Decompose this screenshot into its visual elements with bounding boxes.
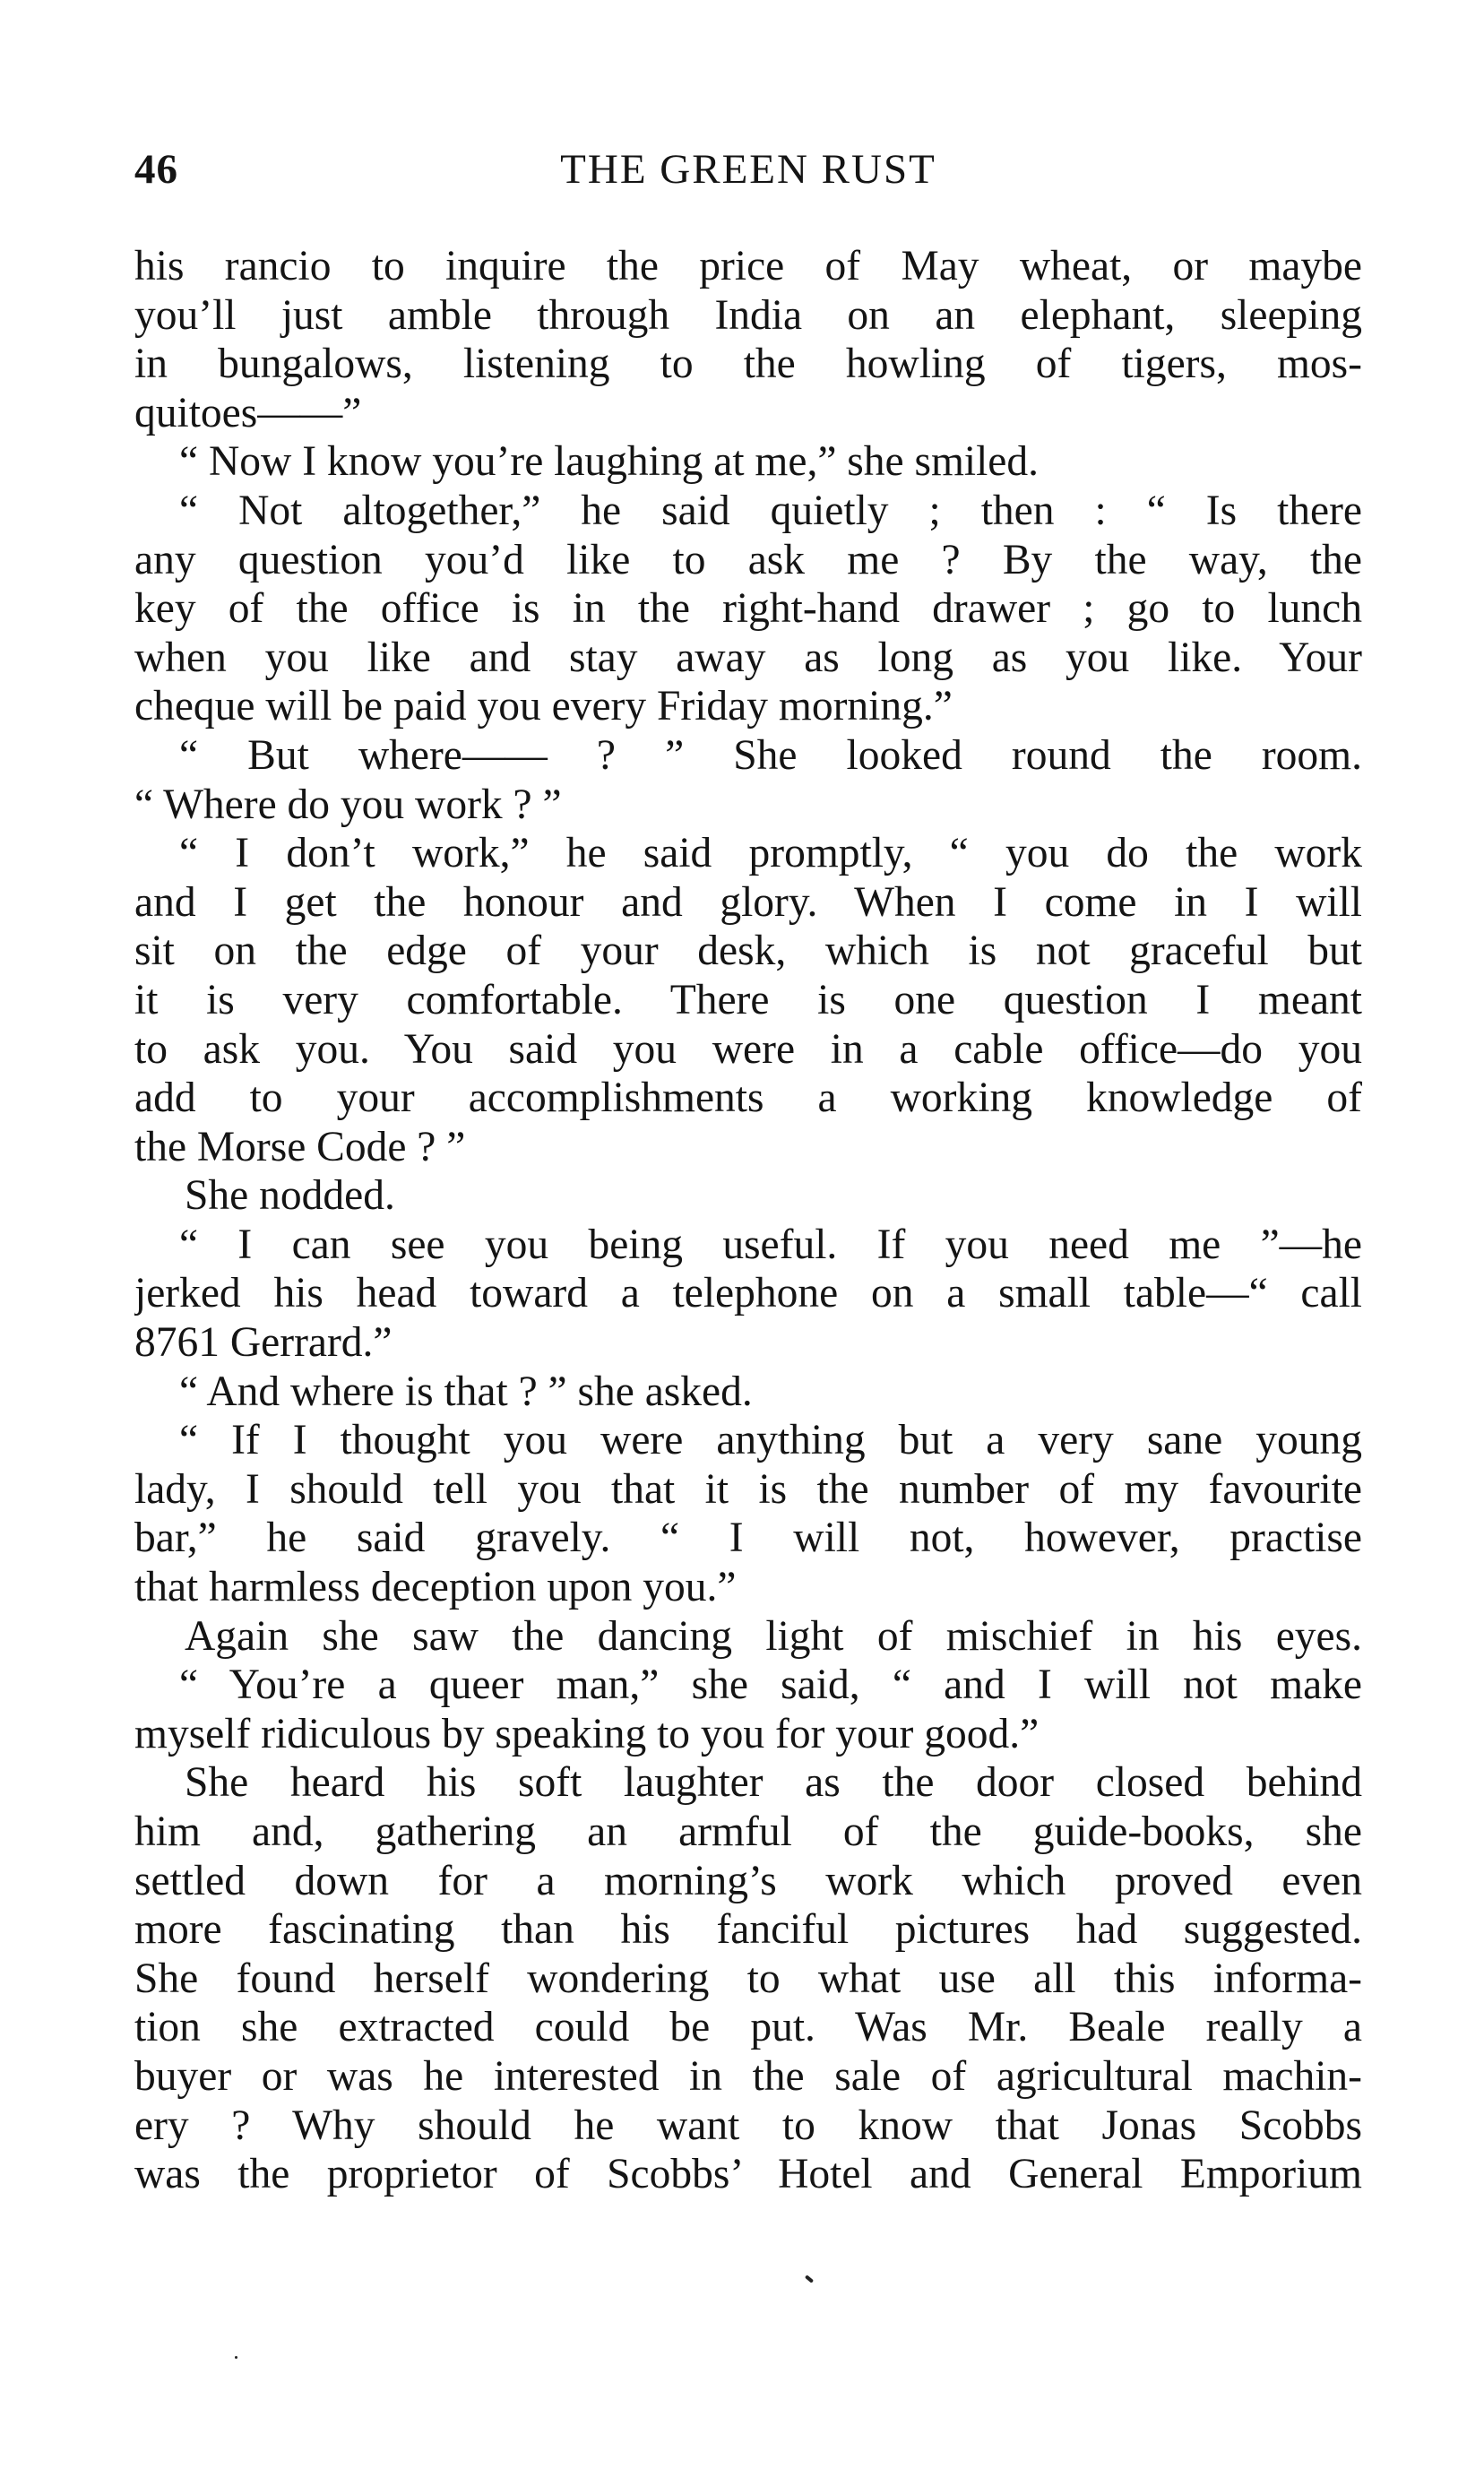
text-line: it is very comfortable. There is one question I meant: [134, 976, 1362, 1023]
text-line: key of the office is in the right-hand drawer ; go to lunch: [134, 585, 1362, 633]
text-line: sit on the edge of your desk, which is not graceful but: [134, 928, 1362, 975]
body-text: [134, 242, 1362, 2199]
text-line: She found herself wondering to what use all this informa-: [134, 1955, 1362, 2002]
text-line: “ I can see you being useful. If you need me ”—he: [179, 1221, 1362, 1268]
text-line: “ You’re a queer man,” she said, “ and I will not make: [179, 1662, 1362, 1709]
text-line: “ But where—— ? ” She looked round the room.: [179, 731, 1362, 779]
text-line: buyer or was he interested in the sale of agricultural machin-: [134, 2052, 1362, 2100]
text-line: 8761 Gerrard.”: [134, 1319, 393, 1367]
text-line: him and, gathering an armful of the guide-books, she: [134, 1808, 1362, 1855]
text-line: you’ll just amble through India on an elephant, sleeping: [134, 291, 1362, 339]
text-line: cheque will be paid you every Friday morning.”: [134, 683, 953, 730]
text-line: “ If I thought you were anything but a very sane young: [179, 1417, 1362, 1464]
text-line: “ Not altogether,” he said quietly ; then : “ Is there: [179, 487, 1362, 534]
text-line: myself ridiculous by speaking to you for your good.”: [134, 1710, 1040, 1757]
text-line: ery ? Why should he want to know that Jonas Scobbs: [134, 2102, 1362, 2149]
text-line: tion she extracted could be put. Was Mr. Beale really a: [134, 2004, 1362, 2051]
text-line: “ Where do you work ? ”: [134, 781, 562, 828]
text-line: She nodded.: [185, 1172, 395, 1220]
ink-speck: [805, 2275, 814, 2283]
running-title: THE GREEN RUST: [560, 146, 936, 193]
text-line: was the proprietor of Scobbs’ Hotel and General Emporium: [134, 2151, 1362, 2198]
text-line: any question you’d like to ask me ? By the way, the: [134, 536, 1362, 583]
text-line: to ask you. You said you were in a cable office—do you: [134, 1025, 1362, 1073]
text-line: quitoes——”: [134, 389, 362, 436]
text-line: lady, I should tell you that it is the number of my favourite: [134, 1465, 1362, 1513]
text-line: jerked his head toward a telephone on a small table—“ call: [134, 1270, 1362, 1317]
text-line: “ And where is that ? ” she asked.: [179, 1368, 753, 1415]
text-line: his rancio to inquire the price of May wheat, or maybe: [134, 243, 1362, 289]
page-header: [134, 145, 1362, 208]
page-number: 46: [134, 146, 178, 193]
text-line: the Morse Code ? ”: [134, 1123, 466, 1170]
text-line: “ I don’t work,” he said promptly, “ you do the work: [179, 830, 1362, 877]
text-line: when you like and stay away as long as you like. Your: [134, 634, 1362, 681]
text-line: bar,” he said gravely. “ I will not, however, practise: [134, 1515, 1362, 1562]
text-line: “ Now I know you’re laughing at me,” she smiled.: [179, 438, 1039, 486]
text-line: and I get the honour and glory. When I come in I will: [134, 878, 1362, 926]
text-line: settled down for a morning’s work which proved even: [134, 1857, 1362, 1904]
ink-dot: [235, 2356, 237, 2359]
text-line: in bungalows, listening to the howling of tigers, mos-: [134, 341, 1362, 388]
text-line: add to your accomplishments a working knowledge of: [134, 1075, 1362, 1122]
text-line: She heard his soft laughter as the door closed behind: [185, 1759, 1362, 1807]
text-line: that harmless deception upon you.”: [134, 1564, 737, 1611]
text-line: Again she saw the dancing light of mischief in his eyes.: [185, 1612, 1362, 1660]
text-line: more fascinating than his fanciful pictures had suggested.: [134, 1906, 1362, 1954]
